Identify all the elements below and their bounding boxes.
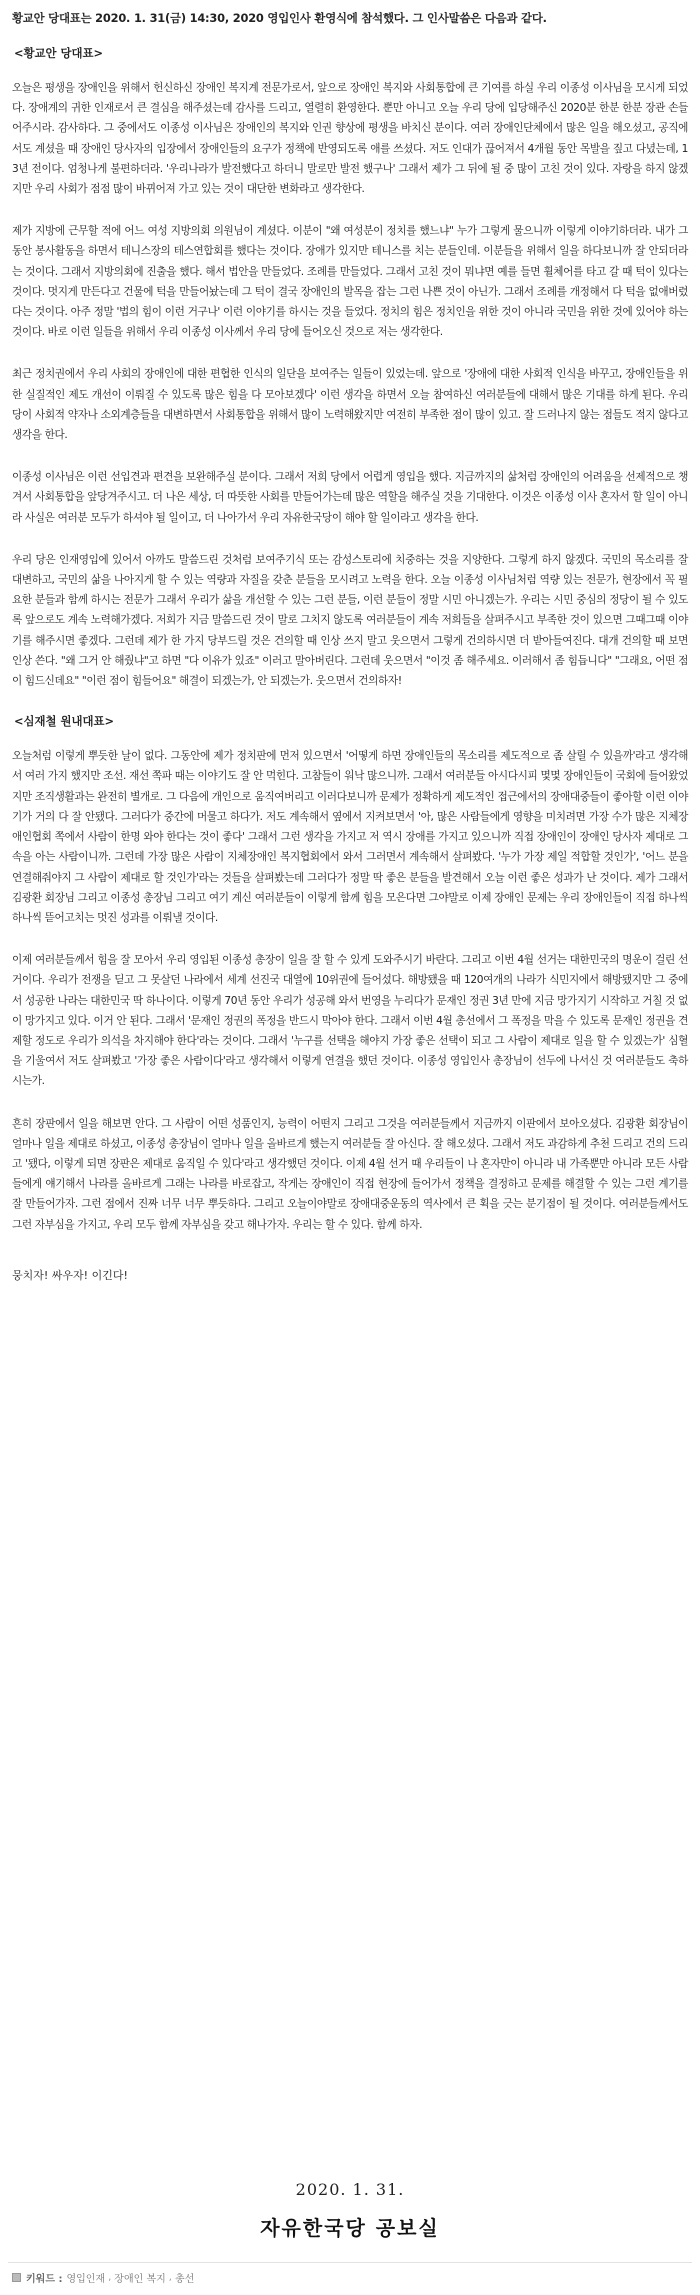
keywords-label: 키워드 : (26, 2273, 63, 2285)
intro-text: 황교안 당대표는 2020. 1. 31(금) 14:30, 2020 영입인사 환영식에 참석했다. 그 인사말씀은 다음과 같다. (12, 11, 547, 25)
section-hwang (12, 45, 688, 691)
release-date: 2020. 1. 31. (295, 2180, 405, 2199)
keyword-link[interactable]: 영입인재 (66, 2273, 106, 2285)
press-release-body (12, 10, 688, 1285)
issuing-office: 자유한국당 공보실 (260, 2216, 440, 2240)
keyword-link[interactable]: 장애인 복지 (114, 2273, 166, 2285)
section-shim (12, 713, 688, 1234)
keywords-bar (8, 2262, 692, 2291)
paragraph: 오늘은 평생을 장애인을 위해서 헌신하신 장애인 복지계 전문가로서, 앞으로 장애인 복지와 사회통합에 큰 기여를 하실 우리 이종성 이사님을 모시게 되었다. 장애계의 귀한 인재로서 큰 결심을 해주셨는데 감사를 드리고, 열렬히 환영한다. 뿐만 아니고 오늘 우리 당에 입당해주신 2020분 한분 한분 장관 손들어주시라. 감사하다. 그 중에서도 이종성 이사님은 장애인의 복지와 인권 향상에 평생을 바치신 분이다. 여러 장애인단체에서 많은 일을 해오셨고, 공직에서도 계셨을 때 장애인 당사자의 입장에서 장애인들의 요구가 정책에 반영되도록 애를 쓰셨다. 저도 인대가 끊어져서 4개월 동안 목발을 짚고 다녔는데, 13년 전이다. 엄청나게 불편하더라. '우리나라가 발전했다고 하더니 말로만 발전 했구나' 그래서 제가 그 뒤에 될 중 많이 고친 것이 있다. 자랑을 하지 않겠지만 우리 사회가 점점 많이 바뀌어져 가고 있는 것이 대단한 변화라고 생각한다. (12, 82, 688, 196)
keyword-link[interactable]: 총선 (174, 2273, 195, 2285)
speaker-heading-hwang: <황교안 당대표> (14, 46, 104, 60)
paragraph: 오늘처럼 이렇게 뿌듯한 날이 없다. 그동안에 제가 정치판에 먼저 있으면서 '어떻게 하면 장애인들의 목소리를 제도적으로 좀 살릴 수 있을까'라고 생각해서 여러 가지 했지만 조선. 재선 쪽파 때는 이야기도 잘 안 먹힌다. 고참들이 워낙 많으니까. 그래서 여러분들 아시다시피 몇몇 장애인들이 국회에 들어왔었지만 조직생활과는 완전히 별개로. 그 다음에 개인으로 움직여버리고 이러다보니까 문제가 정확하게 제도적인 접근에서의 장애대중들이 좋아할 이런 이야기가 거의 다 잘 안됐다. 그러다가 중간에 머물고 하다가. 저도 계속해서 옆에서 지켜보면서 '아, 많은 사람들에게 영향을 미치려면 가장 수가 많은 지체장애인협회 쪽에서 사람이 한명 와야 한다는 것이 좋다' 그래서 그런 생각을 가지고 저 역시 장애를 가지고 있으니까 직접 장애인이 장애인 당사자 제대로 그 속을 아는 사람이니까. 그런데 가장 많은 사람이 지체장애인 복지협회에서 와서 그러면서 계속해서 살펴봤다. '누가 가장 제일 적합할 것인가', '어느 분을 연결해줘야지 그 사람이 제대로 할 것인가'라는 것들을 살펴봤는데 그러다가 정말 딱 좋은 분들을 발견해서 오늘 이런 좋은 성과가 난 것이다. 제가 그래서 김광환 회장님 그리고 이종성 총장님 그리고 여기 계신 여러분들이 이렇게 함께 힘을 모은다면 그야말로 이제 장애인 문제는 우리 장애인들이 직접 하나씩 하나씩 뜯어고치는 멋진 성과를 이뤄낼 것이다. (12, 750, 688, 924)
keyword-separator: , (168, 2271, 172, 2283)
paragraph: 제가 지방에 근무할 적에 어느 여성 지방의회 의원님이 계셨다. 이분이 "왜 여성분이 정치를 했느냐" 누가 그렇게 물으니까 이렇게 이야기하더라. 내가 그동안 봉사활동을 하면서 테니스장의 테스연합회를 했다는 것이다. 장애가 있지만 테니스를 치는 분들인데. 이분들을 위해서 일을 하다보니까 잘 안되더라는 것이다. 그래서 지방의회에 진출을 했다. 해서 법안을 만들었다. 조례를 만들었다. 그래서 고친 것이 뭐냐면 예를 들면 휠체어를 타고 갈 때 턱이 있다는 것이다. 멋지게 만든다고 건물에 턱을 만들어놨는데 그 턱이 결국 장애인의 발목을 잡는 그런 나쁜 것이 아닌가. 그래서 조례를 개정해서 다 턱을 없애버렸다는 것이다. 아주 정말 '법의 힘이 이런 거구나' 이런 이야기를 하시는 것을 들었다. 정치의 힘은 정치인을 위한 것이 아니라 국민을 위한 것에 있어야 하는 것이다. 바로 이런 일들을 위해서 우리 이종성 이사께서 우리 당에 들어오신 것으로 저는 생각한다. (12, 225, 688, 339)
paragraph: 최근 정치권에서 우리 사회의 장애인에 대한 편협한 인식의 일단을 보여주는 일들이 있었는데. 앞으로 '장애에 대한 사회적 인식을 바꾸고, 장애인들을 위한 실질적인 제도 개선이 이뤄질 수 있도록 많은 힘을 다 모아보겠다' 이런 생각을 하면서 오늘 참여하신 여러분들에 대해서 많은 기대를 하게 된다. 우리 당이 사회적 약자나 소외계층들을 대변하면서 사회통합을 위해서 많이 노력해왔지만 여전히 부족한 점이 많이 있고. 잘 드러나지 않는 점들도 적지 않다고 생각을 한다. (12, 368, 688, 442)
tag-icon (12, 2273, 21, 2282)
keyword-separator: , (108, 2271, 112, 2283)
paragraph: 우리 당은 인재영입에 있어서 아까도 말씀드린 것처럼 보여주기식 또는 감성스토리에 치중하는 것을 지양한다. 그렇게 하지 않겠다. 국민의 목소리를 잘 대변하고, 국민의 삶을 나아지게 할 수 있는 역량과 자질을 갖춘 분들을 모시려고 노력을 한다. 오늘 이종성 이사님처럼 역량 있는 전문가, 현장에서 꼭 필요한 분들과 함께 하시는 전문가 그래서 우리가 삶을 개선할 수 있는 그런 분들, 이런 분들이 정말 시민 아니겠는가. 우리는 시민 중심의 정당이 될 수 있도록 앞으로도 계속 노력해가겠다. 저희가 지금 말씀드린 것이 말로 그치지 않도록 여러분들이 계속 저희들을 살펴주시고 부족한 것이 있으면 그때그때 이야기를 해주시면 좋겠다. 그런데 제가 한 가지 당부드릴 것은 건의할 때 인상 쓰지 말고 웃으면서 그렇게 건의하시면 더 받아들여진다. 대개 건의할 때 보면 인상 쓴다. "왜 그거 안 해줬냐"고 하면 "다 이유가 있죠" 이러고 말아버린다. 그런데 웃으면서 "이것 좀 해주세요. 이러해서 좀 힘듭니다" "그래요, 어떤 점이 힘드신데요" "이런 점이 힘들어요" 해결이 되겠는가, 안 되겠는가. 웃으면서 건의하자! (12, 553, 688, 688)
closing-slogan: 뭉치자! 싸우자! 이긴다! (12, 1268, 128, 1282)
speaker-heading-shim: <심재철 원내대표> (14, 714, 115, 729)
paragraph: 이제 여러분들께서 힘을 잘 모아서 우리 영입된 이종성 총장이 일을 잘 할 수 있게 도와주시기 바란다. 그리고 이번 4월 선거는 대한민국의 명운이 걸린 선거이다. 우리가 전쟁을 딛고 그 못살던 나라에서 세계 선진국 대열에 10위권에 들어섰다. 해방됐을 때 120여개의 나라가 식민지에서 해방됐지만 그 중에서 성공한 나라는 대한민국 딱 하나이다. 이렇게 70년 동안 우리가 성공해 와서 번영을 누리다가 문재인 정권 3년 만에 지금 망가지기 시작하고 거칠 것 없이 망가지고 있다. 이거 안 된다. 그래서 '문재인 정권의 폭정을 반드시 막아야 한다. 그래서 이번 4월 총선에서 그 폭정을 막을 수 있도록 문재인 정권을 견제할 정도로 우리가 의석을 차지해야 한다'라는 것이다. 그래서 '누구를 선택을 해야지 가장 좋은 선택이 되고 그 사람이 제대로 일을 할 수 있겠는가' 심혈을 기울여서 저도 살펴봤고 '가장 좋은 사람이다'라고 생각해서 이렇게 연결을 했던 것이다. 이종성 영입인사 총장님이 선두에 나서신 것 여러분들도 축하시는가. (12, 954, 688, 1088)
paragraph: 흔히 장판에서 일을 해보면 안다. 그 사람이 어떤 성품인지, 능력이 어떤지 그리고 그것을 여러분들께서 지금까지 이판에서 보아오셨다. 김광환 회장님이 얼마나 일을 제대로 하셨고, 이종성 총장님이 얼마나 일을 올바르게 했는지 여러분들 잘 아신다. 잘 해오셨다. 그래서 저도 과감하게 추천 드리고 건의 드리고 '됐다, 이렇게 되면 장판은 제대로 움직일 수 있다'라고 생각했던 것이다. 이제 4월 선거 때 우리들이 나 혼자만이 아니라 내 가족뿐만 아니라 모든 사람들에게 얘기해서 나라를 올바르게 그래는 나라를 바로잡고, 작게는 장애인이 직접 현장에 들어가서 정책을 결정하고 문제를 해결할 수 있는 그런 계기를 잘 만들어가자. 그런 점에서 진짜 너무 너무 뿌듯하다. 그리고 오늘이야말로 장애대중운동의 역사에서 큰 획을 긋는 분기점이 될 것이다. 여러분들께서도 그런 자부심을 가지고, 우리 모두 함께 자부심을 갖고 해나가자. 우리는 할 수 있다. 함께 하자. (12, 1117, 688, 1231)
paragraph: 이종성 이사님은 이런 선입견과 편견을 보완해주실 분이다. 그래서 저희 당에서 어렵게 영입을 했다. 지금까지의 삶처럼 장애인의 어려움을 선제적으로 챙겨서 사회통합을 앞당겨주시고. 더 나은 세상, 더 따뜻한 사회를 만들어가는데 많은 역할을 해주실 것을 기대한다. 이것은 이종성 이사 혼자서 할 일이 아니라 사실은 여러분 모두가 하셔야 될 일이고, 더 나아가서 우리 자유한국당이 해야 할 일이라고 생각을 한다. (12, 471, 688, 524)
